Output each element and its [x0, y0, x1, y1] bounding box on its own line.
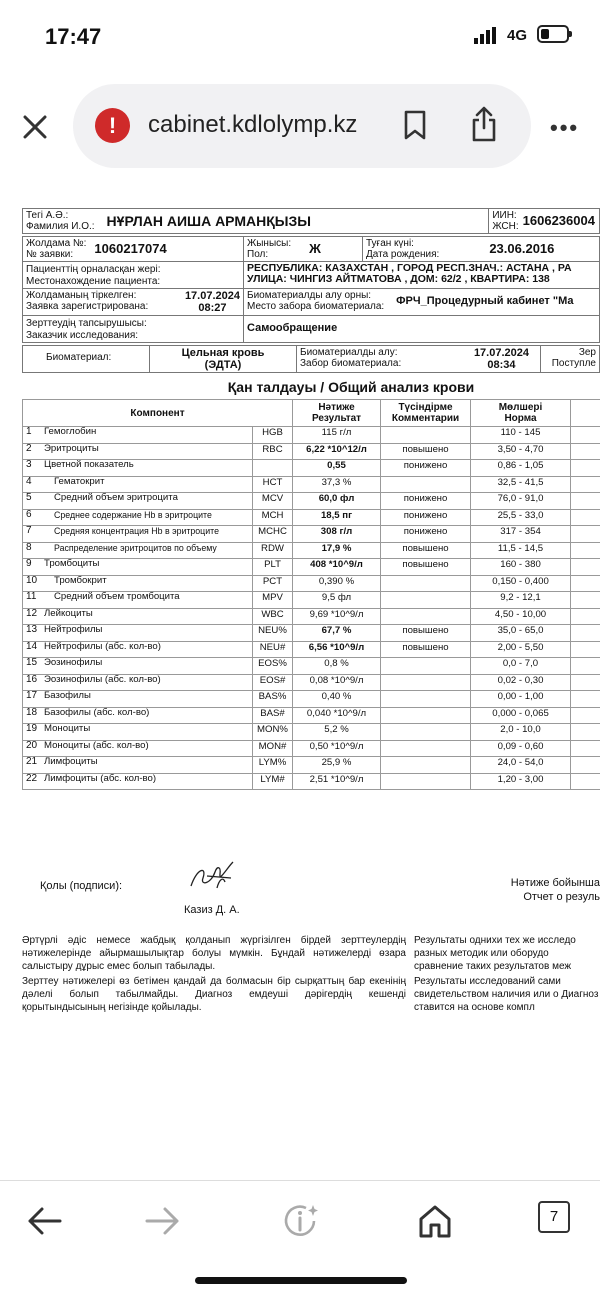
row-code: PLT	[253, 559, 293, 576]
patient-info-table: Тегі А.Ә.: Фамилия И.О.: НҰРЛАН АИША АРМАНҚЫЗЫ ИИН: ЖСН: 1606236004	[22, 208, 600, 234]
forward-icon[interactable]	[143, 1201, 183, 1241]
signal-icon	[474, 27, 496, 44]
row-component: Эритроциты	[44, 444, 234, 454]
row-norm: 0,000 - 0,065	[471, 707, 571, 724]
bookmark-icon[interactable]	[403, 110, 427, 140]
row-norm: 4,50 - 10,00	[471, 608, 571, 625]
row-number: 6	[26, 510, 44, 520]
row-number: 19	[26, 724, 44, 734]
row-comment: повышено	[381, 641, 471, 658]
table-row	[23, 773, 600, 790]
take-time: 08:34	[487, 359, 515, 371]
security-warning-icon[interactable]: !	[95, 108, 130, 143]
row-component: Базофилы	[44, 691, 234, 701]
row-comment	[381, 658, 471, 675]
row-number: 15	[26, 658, 44, 668]
row-comment	[381, 773, 471, 790]
row-result: 408 *10^9/л	[293, 559, 381, 576]
row-code: MCHC	[253, 526, 293, 543]
table-row	[23, 526, 600, 543]
table-row	[23, 559, 600, 576]
table-row	[23, 757, 600, 774]
row-norm: 35,0 - 65,0	[471, 625, 571, 642]
row-norm: 25,5 - 33,0	[471, 509, 571, 526]
row-comment	[381, 691, 471, 708]
share-icon[interactable]	[471, 106, 497, 142]
row-comment: повышено	[381, 559, 471, 576]
row-norm: 0,09 - 0,60	[471, 740, 571, 757]
table-row	[23, 476, 600, 493]
row-component: Лимфоциты	[44, 757, 234, 767]
row-component: Гемоглобин	[44, 427, 234, 437]
row-norm: 0,02 - 0,30	[471, 674, 571, 691]
back-icon[interactable]	[24, 1201, 64, 1241]
signature-image	[187, 858, 239, 896]
row-norm: 0,00 - 1,00	[471, 691, 571, 708]
row-component: Тромбоциты	[44, 559, 234, 569]
network-type: 4G	[507, 27, 527, 44]
row-result: 0,040 *10^9/л	[293, 707, 381, 724]
battery-icon	[537, 25, 569, 43]
row-component: Лимфоциты (абс. кол-во)	[44, 774, 234, 784]
row-code: NEU%	[253, 625, 293, 642]
row-comment: понижено	[381, 509, 471, 526]
row-component: Цветной показатель	[44, 460, 234, 470]
header-norm: Мөлшері Норма	[471, 400, 571, 427]
row-result: 67,7 %	[293, 625, 381, 642]
row-comment	[381, 757, 471, 774]
row-code: RBC	[253, 443, 293, 460]
row-result: 18,5 пг	[293, 509, 381, 526]
table-row	[23, 608, 600, 625]
row-number: 8	[26, 543, 44, 553]
browser-toolbar	[0, 72, 600, 182]
row-number: 13	[26, 625, 44, 635]
table-row	[23, 674, 600, 691]
row-code: EOS#	[253, 674, 293, 691]
row-comment	[381, 740, 471, 757]
row-number: 1	[26, 427, 44, 437]
patient-name: НҰРЛАН АИША АРМАНҚЫЗЫ	[107, 213, 311, 229]
row-code: WBC	[253, 608, 293, 625]
close-icon[interactable]	[20, 112, 50, 142]
row-result: 2,51 *10^9/л	[293, 773, 381, 790]
row-comment: понижено	[381, 460, 471, 477]
row-norm: 0,0 - 7,0	[471, 658, 571, 675]
row-result: 5,2 %	[293, 724, 381, 741]
row-result: 9,5 фл	[293, 592, 381, 609]
row-code: EOS%	[253, 658, 293, 675]
row-comment	[381, 608, 471, 625]
table-row	[23, 641, 600, 658]
row-result: 0,50 *10^9/л	[293, 740, 381, 757]
tabs-count-button[interactable]: 7	[538, 1201, 570, 1233]
row-number: 3	[26, 460, 44, 470]
row-norm: 0,150 - 0,400	[471, 575, 571, 592]
header-component: Компонент	[23, 400, 293, 427]
header-result: Нәтиже Результат	[293, 400, 381, 427]
lab-report: Тегі А.Ә.: Фамилия И.О.: НҰРЛАН АИША АРМАНҚЫЗЫ ИИН: ЖСН: 1606236004 Жолдама №: № заявки: 1060217074 Жынысы: Пол: Ж Туған күні: Дата рождения: 23.06.2016 Пациенттің орналасқан жері: Местонахождение пациента: РЕСПУБЛИКА: КАЗАХСТАН , ГОРОД РЕСП.ЗНАЧ.: АСТАНА , РА УЛИЦА: ЧИНГИЗ АЙТМАТОВА , ДОМ: 62/2 , КВАРТИРА: 138 Жолдаманың тіркелген: Заявка зарегистрирована: 17.07.2024 08:27 Биоматериалды алу орны: Место забора биоматериала: ФРЧ_Процедурный кабинет "Ма Зерттеудің тапсырушысы: Заказчик исследования: Самообращение Биоматериал: Цельная кровь (ЭДТА) Биоматериалды алу: Забор биоматериала: 17.07.2024 08:34 Зер Поступле Қан талдауы / Общий анализ крови Компонент Нәтиже Результат Түсіндірме Комментарии Мөлшері Норма 1 Гемоглобин HGB 115 г/л 110 - 145 2 Эритроциты RBC 6,22 *10^12/л повышено 3,50 - 4,70 3 Цветной показатель 0,55 понижено 0,86 - 1,05 4 Гематокрит HCT 37,3 % 32,5 - 41,5 5 Средний объем эритроцита MCV 60,0 фл понижено 76,0 - 91,0 6 Среднее содержание Hb в эритроците MCH 18,5 пг понижено 25,5 - 33,0 7 Средняя концентрация Hb в эритроците MCHC 308 г/л понижено 317 - 354 8 Распределение эритроцитов по объему RDW 17,9 % повышено 11,5 - 14,5 9 Тромбоциты PLT 408 *10^9/л повышено 160 - 380 10 Тромбокрит PCT 0,390 % 0,150 - 0,400 11 Средний объем тромбоцита MPV 9,5 фл 9,2 - 12,1 12 Лейкоциты WBC 9,69 *10^9/л 4,50 - 10,00 13 Нейтрофилы NEU% 67,7 % повышено 35,0 - 65,0 14 Нейтрофилы (абс. кол-во) NEU# 6,56 *10^9/л повышено 2,00 - 5,50 15 Эозинофилы EOS% 0,8 % 0,0 - 7,0 16 Эозинофилы (абс. кол-во) EOS# 0,08 *10^9/л 0,02 - 0,30 17 Базофилы BAS% 0,40 % 0,00 - 1,00 18 Базофилы (абс. кол-во) BAS# 0,040 *10^9/л 0,000 - 0,065 19 Моноциты MON% 5,2 % 2,0 - 10,0 20 Моноциты (абс. кол-во) MON# 0,50 *10^9/л 0,09 - 0,60 21 Лимфоциты LYM% 25,9 % 24,0 - 54,0 22 Лимфоциты (абс. кол-во) LYM# 2,51 *10^9/л 1,20 - 3,00 Қолы (подписи): Казиз Д. А. Нәтиже бойынша Отчет о резуль Әртүрлі әдіс немесе жабдық қолданып жүргізілген бірдей зерттеулердің нәтижелерінде айырмашылықтар болуы мүмкін. Бұндай нәтижелерді өзара салыстыру дұрыс емес болып табылады. Зерттеу нәтижелері өз бетімен қандай да болмасын бір сырқаттың бар екенінің дәлелі болып табылмайды. Диагноз емдеушi дәрiгердiң кешендi қорытындысының негiзiнде қойылады. Результаты однихи тех же исследо разных методик или оборудо сравнение таких результатов меж Результаты исследований сами свидетельством наличия или о Диагноз ставится на основе компл	[22, 208, 600, 1038]
report-title: Қан талдауы / Общий анализ крови	[22, 379, 600, 395]
home-indicator[interactable]	[195, 1277, 407, 1284]
row-norm: 317 - 354	[471, 526, 571, 543]
row-component: Распределение эритроцитов по объему	[54, 543, 244, 553]
order-number: 1060217074	[94, 241, 166, 256]
row-component: Лейкоциты	[44, 609, 234, 619]
row-number: 21	[26, 757, 44, 767]
row-result: 0,40 %	[293, 691, 381, 708]
row-number: 10	[26, 576, 44, 586]
row-number: 4	[26, 477, 44, 487]
row-number: 14	[26, 642, 44, 652]
row-result: 25,9 %	[293, 757, 381, 774]
table-row	[23, 509, 600, 526]
row-number: 18	[26, 708, 44, 718]
row-code: MPV	[253, 592, 293, 609]
table-row	[23, 724, 600, 741]
row-result: 115 г/л	[293, 427, 381, 444]
row-norm: 2,00 - 5,50	[471, 641, 571, 658]
row-component: Тромбокрит	[54, 576, 244, 586]
row-norm: 76,0 - 91,0	[471, 493, 571, 510]
reg-date: 17.07.2024	[185, 290, 240, 302]
row-number: 17	[26, 691, 44, 701]
row-code: MCH	[253, 509, 293, 526]
table-row	[23, 542, 600, 559]
row-number: 16	[26, 675, 44, 685]
patient-sex: Ж	[309, 241, 321, 256]
table-row	[23, 592, 600, 609]
row-code: BAS#	[253, 707, 293, 724]
row-component: Гематокрит	[54, 477, 244, 487]
row-result: 37,3 %	[293, 476, 381, 493]
patient-address-2: УЛИЦА: ЧИНГИЗ АЙТМАТОВА , ДОМ: 62/2 , КВАРТИРА: 138	[247, 273, 550, 285]
disclaimer-kz-2: Зерттеу нәтижелері өз бетімен қандай да болмасын бір сырқаттың бар екенінің дәлелі болып табылмайды. Диагноз емдеушi дәрiгердiң кешендi қорытындысының негiзiнде қойылады.	[22, 975, 406, 1014]
disclaimer-ru-2: Результаты исследований сами свидетельством наличия или о Диагноз ставится на основе компл	[414, 975, 600, 1014]
url-text[interactable]: cabinet.kdlolymp.kz	[148, 111, 357, 139]
table-row	[23, 427, 600, 444]
table-row	[23, 625, 600, 642]
table-row	[23, 575, 600, 592]
doctor-name: Казиз Д. А.	[184, 904, 240, 916]
row-norm: 32,5 - 41,5	[471, 476, 571, 493]
address-bar[interactable]	[73, 84, 531, 168]
table-row	[23, 460, 600, 477]
bottom-toolbar	[0, 1180, 600, 1299]
row-component: Нейтрофилы (абс. кол-во)	[44, 642, 234, 652]
row-norm: 9,2 - 12,1	[471, 592, 571, 609]
row-number: 5	[26, 493, 44, 503]
row-component: Средний объем эритроцита	[54, 493, 244, 503]
reg-time: 08:27	[198, 302, 226, 314]
row-number: 2	[26, 444, 44, 454]
disclaimer-kz-1: Әртүрлі әдіс немесе жабдық қолданып жүргізілген бірдей зерттеулердің нәтижелерінде айырмашылықтар болуы мүмкін. Бұндай нәтижелерді өзара салыстыру дұрыс емес болып табылады.	[22, 934, 406, 973]
row-code: BAS%	[253, 691, 293, 708]
row-code: LYM#	[253, 773, 293, 790]
row-component: Среднее содержание Hb в эритроците	[54, 510, 244, 520]
row-result: 0,8 %	[293, 658, 381, 675]
row-code: LYM%	[253, 757, 293, 774]
row-comment	[381, 476, 471, 493]
row-code: RDW	[253, 542, 293, 559]
table-row	[23, 493, 600, 510]
row-result: 9,69 *10^9/л	[293, 608, 381, 625]
row-number: 9	[26, 559, 44, 569]
row-number: 7	[26, 526, 44, 536]
take-date: 17.07.2024	[474, 347, 529, 359]
row-comment	[381, 707, 471, 724]
row-code: HGB	[253, 427, 293, 444]
row-norm: 160 - 380	[471, 559, 571, 576]
table-row	[23, 443, 600, 460]
row-comment: повышено	[381, 542, 471, 559]
row-result: 6,22 *10^12/л	[293, 443, 381, 460]
row-code: MON#	[253, 740, 293, 757]
row-component: Базофилы (абс. кол-во)	[44, 708, 234, 718]
row-component: Эозинофилы (абс. кол-во)	[44, 675, 234, 685]
row-number: 22	[26, 774, 44, 784]
row-component: Нейтрофилы	[44, 625, 234, 635]
row-result: 6,56 *10^9/л	[293, 641, 381, 658]
row-comment: повышено	[381, 625, 471, 642]
row-comment	[381, 427, 471, 444]
row-result: 0,55	[293, 460, 381, 477]
row-component: Эозинофилы	[44, 658, 234, 668]
row-norm: 110 - 145	[471, 427, 571, 444]
row-code: HCT	[253, 476, 293, 493]
row-result: 17,9 %	[293, 542, 381, 559]
row-code: MON%	[253, 724, 293, 741]
row-result: 308 г/л	[293, 526, 381, 543]
results-table	[22, 399, 600, 790]
row-component: Средняя концентрация Hb в эритроците	[54, 526, 244, 536]
status-time: 17:47	[45, 24, 101, 50]
table-row	[23, 740, 600, 757]
signature-label: Қолы (подписи):	[40, 880, 122, 892]
table-row	[23, 658, 600, 675]
row-norm: 11,5 - 14,5	[471, 542, 571, 559]
biomaterial: Цельная кровь	[182, 347, 265, 359]
status-bar	[0, 0, 600, 72]
row-comment: повышено	[381, 443, 471, 460]
header-comment: Түсіндірме Комментарии	[381, 400, 471, 427]
row-component: Средний объем тромбоцита	[54, 592, 244, 602]
row-norm: 0,86 - 1,05	[471, 460, 571, 477]
more-icon[interactable]: •••	[550, 115, 579, 141]
row-comment	[381, 674, 471, 691]
sample-place: ФРЧ_Процедурный кабинет "Ма	[396, 295, 573, 307]
home-icon[interactable]	[415, 1201, 455, 1241]
row-result: 60,0 фл	[293, 493, 381, 510]
table-row	[23, 707, 600, 724]
row-comment	[381, 592, 471, 609]
patient-address-1: РЕСПУБЛИКА: КАЗАХСТАН , ГОРОД РЕСП.ЗНАЧ.: АСТАНА , РА	[247, 262, 572, 274]
row-norm: 1,20 - 3,00	[471, 773, 571, 790]
customer: Самообращение	[244, 316, 600, 343]
row-code	[253, 460, 293, 477]
row-norm: 24,0 - 54,0	[471, 757, 571, 774]
row-component: Моноциты (абс. кол-во)	[44, 741, 234, 751]
row-result: 0,390 %	[293, 575, 381, 592]
table-row	[23, 691, 600, 708]
row-number: 11	[26, 592, 44, 602]
info-sparkle-icon[interactable]	[282, 1201, 322, 1241]
row-norm: 3,50 - 4,70	[471, 443, 571, 460]
row-code: MCV	[253, 493, 293, 510]
row-number: 12	[26, 609, 44, 619]
row-comment	[381, 724, 471, 741]
patient-iin: 1606236004	[523, 213, 595, 228]
disclaimer-ru-1: Результаты однихи тех же исследо разных методик или оборудо сравнение таких результатов меж	[414, 934, 600, 973]
row-comment: понижено	[381, 526, 471, 543]
row-comment: понижено	[381, 493, 471, 510]
patient-dob: 23.06.2016	[489, 241, 554, 256]
row-result: 0,08 *10^9/л	[293, 674, 381, 691]
row-norm: 2,0 - 10,0	[471, 724, 571, 741]
row-component: Моноциты	[44, 724, 234, 734]
row-code: PCT	[253, 575, 293, 592]
row-code: NEU#	[253, 641, 293, 658]
row-number: 20	[26, 741, 44, 751]
row-comment	[381, 575, 471, 592]
